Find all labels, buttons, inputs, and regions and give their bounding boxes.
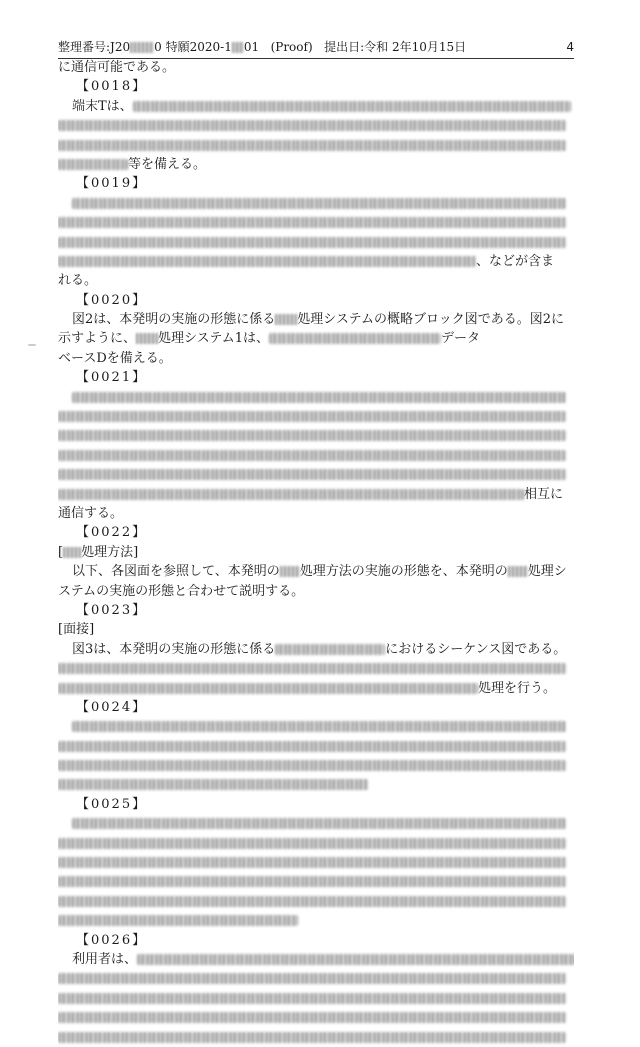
text-line: [58, 737, 574, 756]
text-line: [58, 213, 574, 232]
redaction: [58, 217, 566, 228]
text-line: [58, 679, 574, 698]
redaction: [137, 954, 574, 965]
text-line: [58, 756, 574, 775]
page-number: 4: [566, 40, 574, 54]
redaction: [58, 741, 566, 752]
paragraph-number: 【0020】: [76, 292, 148, 308]
paragraph-number: 【0025】: [76, 796, 148, 812]
redaction: [58, 915, 298, 926]
text-line: [58, 1008, 574, 1027]
redaction: [58, 838, 566, 849]
text-span: 処理システム1は、: [158, 331, 269, 347]
redaction: [72, 392, 566, 403]
text-span: [: [58, 544, 64, 560]
text-line: [58, 969, 574, 988]
text-line: [58, 911, 574, 930]
redaction: [232, 42, 244, 53]
redaction: [58, 779, 368, 790]
redaction: [58, 683, 478, 694]
redaction: [72, 818, 566, 829]
text-line: ステムの実施の形態と合わせて説明する。: [58, 583, 305, 599]
reference-number-tail: 0: [154, 40, 162, 54]
redaction: [58, 760, 566, 771]
text-line: 通信する。: [58, 505, 124, 521]
text-line: [58, 775, 574, 794]
section-heading: [58, 543, 574, 562]
text-line: れる。: [58, 273, 98, 289]
redaction: [58, 120, 566, 131]
text-line: [58, 136, 574, 155]
text-span: 処理を行う。: [478, 680, 557, 696]
text-line: [58, 407, 574, 426]
text-line: [58, 426, 574, 445]
text-span: 相互に: [524, 486, 564, 502]
text-line: [58, 485, 574, 504]
redaction: [58, 159, 128, 170]
redaction: [58, 411, 566, 422]
text-line: [58, 892, 574, 911]
text-span: 処理方法]: [81, 544, 139, 560]
text-line: [58, 194, 574, 213]
text-line: [58, 116, 574, 135]
proof-label: (Proof): [270, 40, 313, 54]
redaction: [58, 237, 566, 248]
text-line: に通信可能である。: [58, 60, 176, 75]
document-body: [58, 58, 574, 1047]
text-line: [58, 872, 574, 891]
text-span: 処理方法の実施の形態を、本発明の: [299, 564, 508, 580]
redaction: [58, 489, 524, 500]
text-span: データ: [441, 331, 481, 347]
text-line: [58, 310, 574, 329]
text-line: [58, 465, 574, 484]
paragraph-number: 【0021】: [76, 370, 148, 386]
text-line: [58, 1028, 574, 1047]
text-line: [58, 950, 574, 969]
redaction: [58, 140, 566, 151]
text-line: [58, 834, 574, 853]
redaction: [72, 198, 566, 209]
paragraph-number: 【0022】: [76, 525, 148, 541]
text-span: におけるシーケンス図である。: [385, 641, 567, 657]
application-number: 特願2020-1: [165, 40, 232, 54]
text-span: 等を備える。: [128, 156, 207, 172]
text-span: 示すように、: [58, 331, 137, 347]
redaction: [58, 469, 566, 480]
text-line: [58, 329, 574, 348]
paragraph-number: 【0019】: [76, 176, 148, 192]
text-line: [58, 562, 574, 581]
redaction: [72, 721, 566, 732]
filing-date: 提出日:令和 2年10月15日: [324, 40, 467, 54]
redaction: [63, 547, 81, 558]
redaction: [58, 256, 476, 267]
text-span: 、などが含ま: [476, 253, 555, 269]
paragraph-number: 【0023】: [76, 602, 148, 618]
scan-speck: [28, 344, 36, 346]
text-line: [58, 989, 574, 1008]
text-line: [58, 814, 574, 833]
text-span: 図2は、本発明の実施の形態に係る: [72, 312, 276, 328]
text-line: [58, 252, 574, 271]
redaction: [58, 973, 566, 984]
redaction: [58, 993, 566, 1004]
header-left: [58, 38, 466, 58]
text-span: 以下、各図面を参照して、本発明の: [72, 564, 280, 580]
redaction: [275, 314, 297, 325]
redaction: [58, 663, 566, 674]
application-number-tail: 01: [243, 40, 260, 54]
text-line: [58, 659, 574, 678]
redaction: [58, 857, 566, 868]
text-line: [58, 233, 574, 252]
text-line: ベースDを備える。: [58, 350, 172, 366]
redaction: [280, 566, 300, 577]
text-line: [58, 446, 574, 465]
redaction: [508, 566, 528, 577]
text-span: 処理システムの概略ブロック図である。図2に: [297, 312, 564, 328]
redaction: [133, 101, 571, 112]
paragraph-number: 【0018】: [76, 79, 148, 95]
text-line: [58, 388, 574, 407]
section-heading: [面接]: [58, 622, 95, 638]
redaction: [130, 42, 154, 53]
redaction: [58, 1032, 566, 1043]
text-span: 図3は、本発明の実施の形態に係る: [72, 641, 276, 657]
paragraph-number: 【0024】: [76, 699, 148, 715]
text-line: [58, 155, 574, 174]
redaction: [58, 896, 566, 907]
text-line: [58, 640, 574, 659]
redaction: [58, 450, 566, 461]
paragraph-number: 【0026】: [76, 932, 148, 948]
text-line: [58, 717, 574, 736]
redaction: [275, 644, 385, 655]
text-span: 処理シ: [527, 564, 567, 580]
redaction: [58, 876, 566, 887]
redaction: [136, 333, 158, 344]
reference-number: 整理番号:J20: [58, 40, 131, 54]
text-span: 端末Tは、: [72, 98, 133, 114]
text-span: 利用者は、: [72, 951, 138, 967]
page-header: [58, 38, 574, 59]
redaction: [269, 333, 441, 344]
redaction: [58, 430, 566, 441]
text-line: [58, 853, 574, 872]
redaction: [58, 1012, 566, 1023]
text-line: [58, 97, 574, 116]
